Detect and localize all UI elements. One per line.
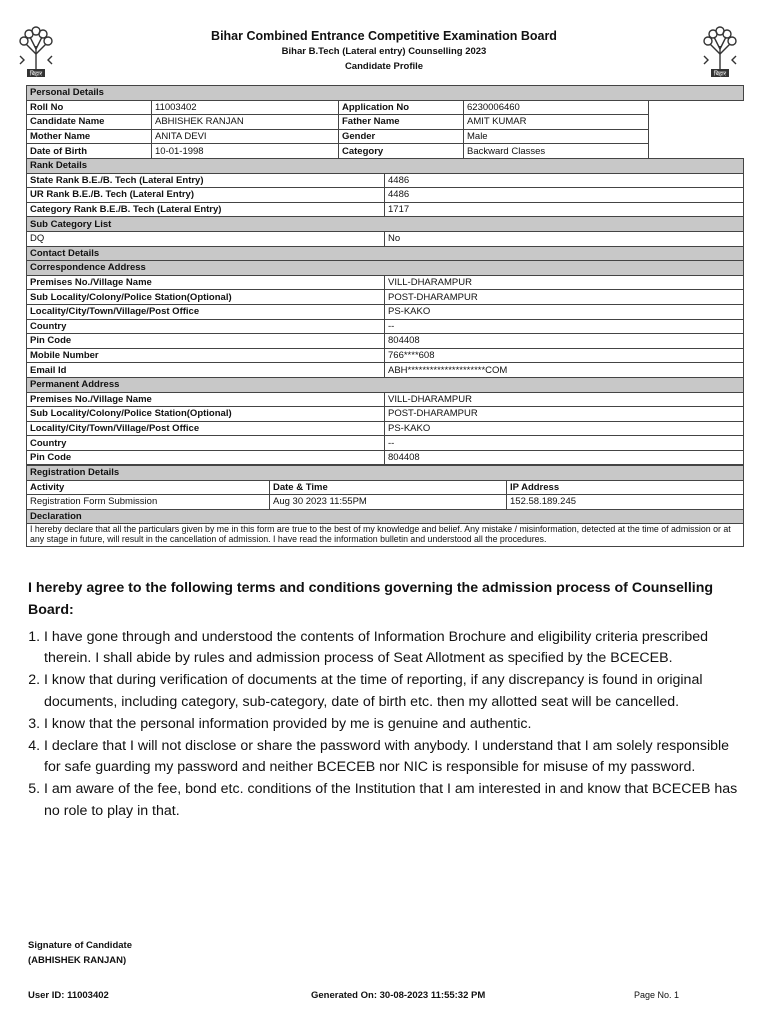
corr-locality-label: Locality/City/Town/Village/Post Office <box>27 304 385 319</box>
application-no-value: 6230006460 <box>464 100 649 115</box>
sub-category-value: No <box>385 231 744 246</box>
counselling-subtitle: Bihar B.Tech (Lateral entry) Counselling 2023 <box>281 46 487 57</box>
corr-pin-label: Pin Code <box>27 334 385 349</box>
candidate-profile-label: Candidate Profile <box>344 61 424 72</box>
corr-premises-value: VILL-DHARAMPUR <box>385 275 744 290</box>
list-item: 3. I know that the personal information provided by me is genuine and authentic. <box>44 714 743 736</box>
perm-locality-value: PS-KAKO <box>385 421 744 436</box>
category-value: Backward Classes <box>464 144 649 159</box>
list-item: 5. I am aware of the fee, bond etc. conditions of the Institution that I am interested in and know that BCECEB has no role to play in that. <box>44 779 743 823</box>
mobile-label: Mobile Number <box>27 348 385 363</box>
list-item: 2. I know that during verification of documents at the time of reporting, if any discrepancy is found in original documents, including category, sub-category, date of birth etc. then my allotted seat will be cancelled. <box>44 670 743 714</box>
mobile-value: 766****608 <box>385 348 744 363</box>
perm-locality-label: Locality/City/Town/Village/Post Office <box>27 421 385 436</box>
personal-details-table <box>26 85 744 159</box>
col-activity: Activity <box>27 480 270 495</box>
dob-value: 10-01-1998 <box>152 144 339 159</box>
list-item: 1. I have gone through and understood the contents of Information Brochure and eligibility criteria prescribed therein. I shall abide by rules and admission process of Seat Allotment as specified by the BCECEB. <box>44 627 743 671</box>
corr-pin-value: 804408 <box>385 334 744 349</box>
email-value: ABH*********************COM <box>385 363 744 378</box>
signature-label: Signature of Candidate <box>28 940 132 951</box>
registration-table <box>26 465 744 547</box>
ur-rank-label: UR Rank B.E./B. Tech (Lateral Entry) <box>27 188 385 203</box>
corr-sublocality-value: POST-DHARAMPUR <box>385 290 744 305</box>
roll-no-value: 11003402 <box>152 100 339 115</box>
section-declaration: Declaration <box>27 509 744 524</box>
corr-country-value: -- <box>385 319 744 334</box>
category-label: Category <box>339 144 464 159</box>
candidate-name-label: Candidate Name <box>27 115 152 130</box>
email-label: Email Id <box>27 363 385 378</box>
category-rank-label: Category Rank B.E./B. Tech (Lateral Entry) <box>27 202 385 217</box>
svg-text:बिहार: बिहार <box>29 70 43 78</box>
mother-name-label: Mother Name <box>27 129 152 144</box>
perm-premises-value: VILL-DHARAMPUR <box>385 392 744 407</box>
roll-no-label: Roll No <box>27 100 152 115</box>
signature-name: (ABHISHEK RANJAN) <box>28 955 127 966</box>
section-permanent-address: Permanent Address <box>27 377 744 392</box>
col-datetime: Date & Time <box>270 480 507 495</box>
rank-contact-table <box>26 158 744 465</box>
gender-value: Male <box>464 129 649 144</box>
declaration-text: I hereby declare that all the particulars given by me in this form are true to the best of my knowledge and belief. Any mistake / misinformation, detected at the time of admission or at any stage in future, will result in the cancellation of admission. I have read the information bulletin and understood all the procedures. <box>27 524 744 546</box>
state-rank-label: State Rank B.E./B. Tech (Lateral Entry) <box>27 173 385 188</box>
perm-sublocality-label: Sub Locality/Colony/Police Station(Optional) <box>27 407 385 422</box>
application-no-label: Application No <box>339 100 464 115</box>
footer-user-id: User ID: 11003402 <box>28 990 109 1001</box>
bihar-emblem-icon <box>698 24 742 80</box>
corr-sublocality-label: Sub Locality/Colony/Police Station(Optional) <box>27 290 385 305</box>
category-rank-value: 1717 <box>385 202 744 217</box>
ur-rank-value: 4486 <box>385 188 744 203</box>
section-rank-details: Rank Details <box>27 159 744 174</box>
footer-generated-on: Generated On: 30-08-2023 11:55:32 PM <box>311 990 486 1001</box>
svg-text:बिहार: बिहार <box>713 70 727 78</box>
terms-and-conditions <box>28 578 743 823</box>
gender-label: Gender <box>339 129 464 144</box>
section-registration-details: Registration Details <box>27 466 744 481</box>
section-contact-details: Contact Details <box>27 246 744 261</box>
father-name-value: AMIT KUMAR <box>464 115 649 130</box>
section-correspondence-address: Correspondence Address <box>27 261 744 276</box>
activity-value: Registration Form Submission <box>27 495 270 510</box>
datetime-value: Aug 30 2023 11:55PM <box>270 495 507 510</box>
sub-category-name: DQ <box>27 231 385 246</box>
terms-list <box>28 627 743 823</box>
board-title: Bihar Combined Entrance Competitive Examination Board <box>211 29 557 43</box>
terms-heading: I hereby agree to the following terms and conditions governing the admission process of Counselling Board: <box>28 580 714 618</box>
section-personal-details: Personal Details <box>27 86 744 101</box>
ip-address-value: 152.58.189.245 <box>507 495 744 510</box>
section-sub-category: Sub Category List <box>27 217 744 232</box>
perm-premises-label: Premises No./Village Name <box>27 392 385 407</box>
perm-country-value: -- <box>385 436 744 451</box>
list-item: 4. I declare that I will not disclose or share the password with anybody. I understand that I am solely responsible for safe guarding my password and neither BCECEB nor NIC is responsible for misuse of my password. <box>44 736 743 780</box>
state-rank-value: 4486 <box>385 173 744 188</box>
corr-locality-value: PS-KAKO <box>385 304 744 319</box>
footer-page-number: Page No. 1 <box>634 990 680 1000</box>
perm-pin-value: 804408 <box>385 450 744 465</box>
mother-name-value: ANITA DEVI <box>152 129 339 144</box>
signature-block <box>28 938 132 968</box>
page-header <box>0 0 768 82</box>
perm-country-label: Country <box>27 436 385 451</box>
col-ip-address: IP Address <box>507 480 744 495</box>
candidate-name-value: ABHISHEK RANJAN <box>152 115 339 130</box>
perm-pin-label: Pin Code <box>27 450 385 465</box>
corr-country-label: Country <box>27 319 385 334</box>
dob-label: Date of Birth <box>27 144 152 159</box>
perm-sublocality-value: POST-DHARAMPUR <box>385 407 744 422</box>
father-name-label: Father Name <box>339 115 464 130</box>
corr-premises-label: Premises No./Village Name <box>27 275 385 290</box>
